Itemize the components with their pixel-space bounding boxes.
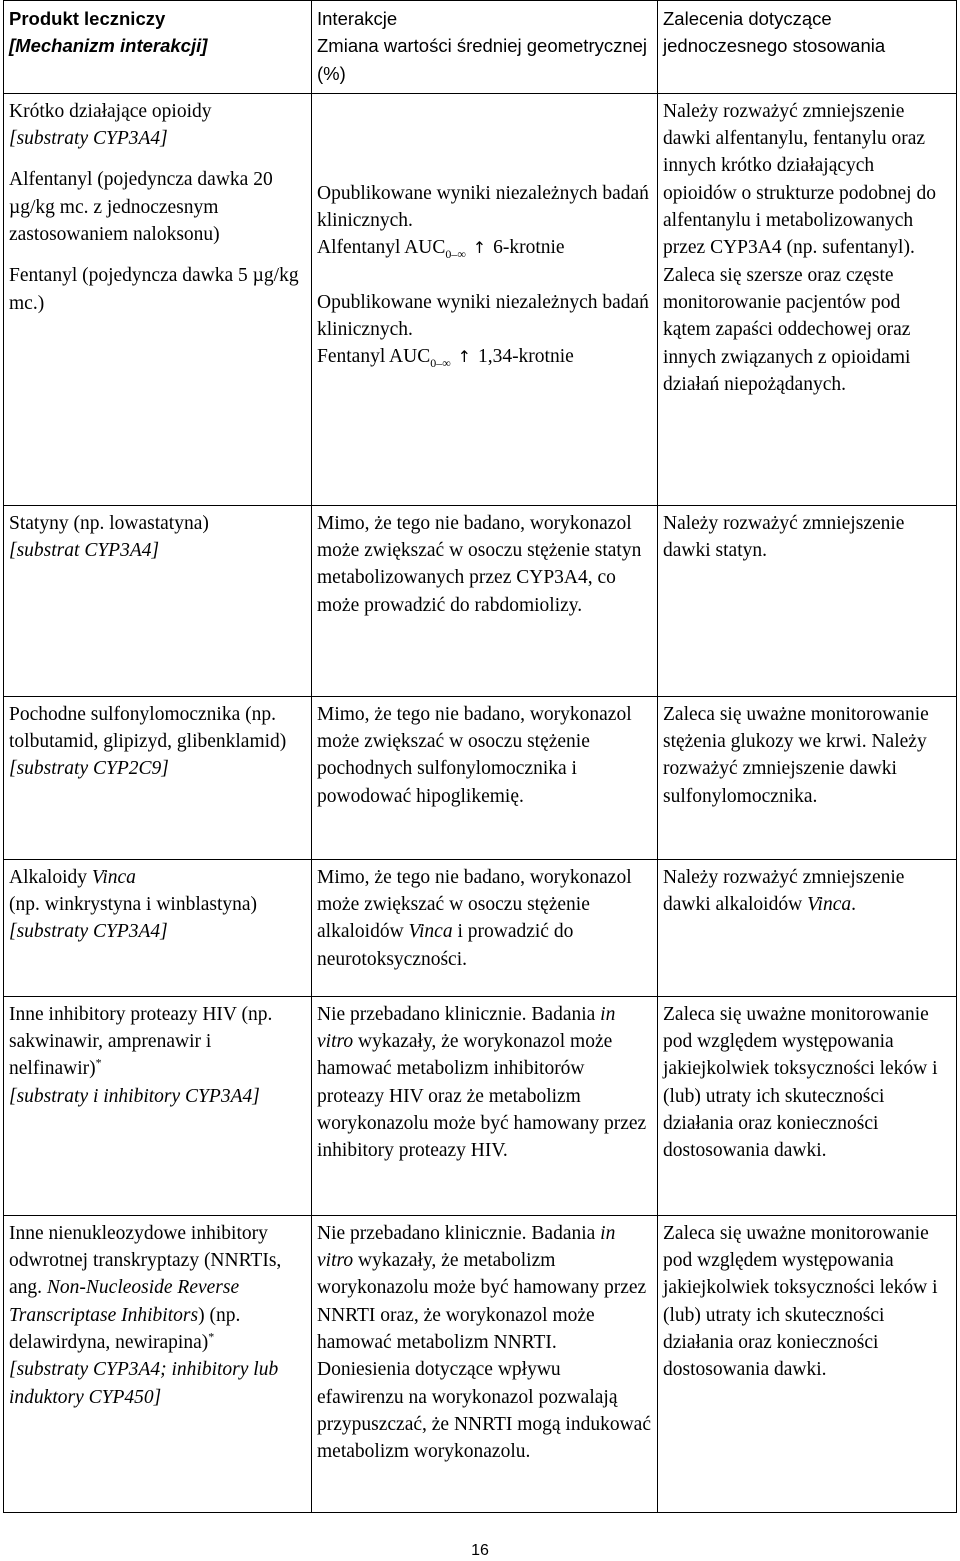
vinca-title-a: Alkaloidy	[9, 866, 92, 888]
row-vinca	[4, 859, 957, 996]
vinca-int-italic: Vinca	[408, 921, 453, 943]
header-mechanism: [Mechanizm interakcji]	[9, 35, 208, 57]
statins-product	[4, 505, 312, 696]
header-product-title: Produkt leczniczy	[9, 8, 166, 29]
opioids-title: Krótko działające opioidy	[9, 100, 212, 122]
nnrti-int-a: Nie przebadano klinicznie. Badania	[317, 1222, 601, 1244]
vinca-product	[4, 859, 312, 996]
opioids-alfentanyl: Alfentanyl (pojedyncza dawka 20 µg/kg mc. z jednoczesnym zastosowaniem naloksonu)	[9, 169, 273, 246]
sulf-recommendation	[658, 696, 957, 859]
statins-interaction-text: Mimo, że tego nie badano, worykonazol może zwiększać w osoczu stężenie statyn metabolizowanych przez CYP3A4, co może prowadzić do rabdomiolizy.	[317, 512, 642, 616]
header-product	[4, 1, 312, 94]
alfentanyl-auc-value: 6-krotnie	[493, 237, 565, 259]
opioids-interaction	[312, 93, 658, 505]
sulf-product	[4, 696, 312, 859]
header-interactions-subtitle: Zmiana wartości średniej geometrycznej (%)	[317, 35, 648, 84]
header-interactions	[312, 1, 658, 94]
row-sulfonylureas	[4, 696, 957, 859]
hiv-title-text: Inne inhibitory proteazy HIV (np. sakwinawir, amprenawir i nelfinawir)	[9, 1003, 273, 1080]
vinca-title	[9, 864, 306, 891]
hiv-mechanism: [substraty i inhibitory CYP3A4]	[9, 1085, 260, 1107]
nnrti-asterisk: *	[208, 1329, 215, 1344]
header-interactions-title: Interakcje	[317, 8, 398, 29]
auc-subscript: 0–∞	[430, 356, 451, 371]
row-hiv	[4, 996, 957, 1215]
vinca-rec-a: Należy rozważyć zmniejszenie dawki alkaloidów	[663, 866, 905, 916]
nnrti-title-a: Inne nienukleozydowe inhibitory odwrotnej transkryptazy (NNRTIs, ang.	[9, 1222, 282, 1299]
page-number: 16	[471, 1542, 489, 1559]
opioids-recommendation	[658, 93, 957, 505]
fentanyl-auc-label: Fentanyl AUC	[317, 346, 431, 368]
auc-subscript: 0–∞	[445, 247, 466, 262]
nnrti-title-b: ) (np. delawirdyna, newirapina)	[9, 1304, 241, 1354]
row-nnrti	[4, 1215, 957, 1512]
sulf-interaction	[312, 696, 658, 859]
hiv-product	[4, 996, 312, 1215]
hiv-interaction-text	[317, 1001, 652, 1165]
statins-title: Statyny (np. lowastatyna)	[9, 512, 209, 534]
vinca-interaction-text	[317, 864, 652, 973]
nnrti-product	[4, 1215, 312, 1512]
nnrti-recommendation	[658, 1215, 957, 1512]
nnrti-mechanism: [substraty CYP3A4; inhibitory lub induktory CYP450]	[9, 1359, 279, 1408]
vinca-int-b: i prowadzić do neurotoksyczności.	[317, 921, 574, 970]
hiv-recommendation-text: Zaleca się uważne monitorowanie pod względem występowania jakiejkolwiek toksyczności leków i (lub) utraty ich skuteczności działania oraz konieczności dostosowania dawki.	[663, 1003, 938, 1162]
nnrti-interaction-text	[317, 1220, 652, 1466]
nnrti-interaction	[312, 1215, 658, 1512]
vinca-recommendation-text	[663, 864, 951, 919]
vinca-rec-b: .	[851, 894, 856, 916]
header-row	[4, 1, 957, 94]
vinca-rec-italic: Vinca	[807, 894, 852, 916]
vinca-interaction	[312, 859, 658, 996]
vinca-recommendation	[658, 859, 957, 996]
hiv-int-a: Nie przebadano klinicznie. Badania	[317, 1003, 601, 1025]
alfentanyl-auc-line	[317, 234, 652, 261]
alfentanyl-auc-label: Alfentanyl AUC	[317, 237, 446, 259]
sulf-recommendation-text: Zaleca się uważne monitorowanie stężenia glukozy we krwi. Należy rozważyć zmniejszenie dawki sulfonylomocznika.	[663, 703, 929, 807]
nnrti-english: Non-Nucleoside Reverse Transcriptase Inhibitors	[9, 1277, 240, 1326]
row-opioids	[4, 93, 957, 505]
hiv-interaction	[312, 996, 658, 1215]
vinca-examples: (np. winkrystyna i winblastyna)	[9, 894, 258, 916]
opioids-mechanism: [substraty CYP3A4]	[9, 128, 168, 150]
sulf-interaction-text: Mimo, że tego nie badano, worykonazol może zwiększać w osoczu stężenie pochodnych sulfonylomocznika i powodować hipoglikemię.	[317, 703, 632, 807]
opioids-fentanyl: Fentanyl (pojedyncza dawka 5 µg/kg mc.)	[9, 265, 299, 314]
statins-recommendation-text: Należy rozważyć zmniejszenie dawki statyn.	[663, 512, 905, 562]
nnrti-int-b: wykazały, że metabolizm worykonazolu może być hamowany przez NNRTI oraz, że worykonazol może hamować metabolizm NNRTI. Doniesienia dotyczące wpływu efawirenzu na worykonazol pozwalają przypuszczać, że NNRTI mogą indukować metabolizm worykonazolu.	[317, 1250, 651, 1463]
fentanyl-study-text: Opublikowane wyniki niezależnych badań klinicznych.	[317, 291, 649, 341]
interactions-table	[3, 0, 957, 1513]
opioids-product	[4, 93, 312, 505]
statins-recommendation	[658, 505, 957, 696]
header-recommendations-title: Zalecenia dotyczące jednoczesnego stosowania	[663, 8, 886, 57]
up-arrow-icon: ↑	[472, 238, 487, 258]
hiv-int-b: wykazały, że worykonazol może hamować metabolizm inhibitorów proteazy HIV oraz że metabolizm worykonazolu może być hamowany przez inhibitory proteazy HIV.	[317, 1031, 647, 1162]
sulf-title: Pochodne sulfonylomocznika (np. tolbutamid, glipizyd, glibenklamid)	[9, 703, 287, 753]
vinca-title-italic: Vinca	[91, 866, 136, 888]
alfentanyl-study-text: Opublikowane wyniki niezależnych badań klinicznych.	[317, 182, 649, 232]
nnrti-title	[9, 1220, 306, 1356]
hiv-recommendation	[658, 996, 957, 1215]
statins-interaction	[312, 505, 658, 696]
vinca-int-a: Mimo, że tego nie badano, worykonazol może zwiększać w osoczu stężenie alkaloidów	[317, 866, 632, 943]
fentanyl-auc-line	[317, 343, 652, 370]
hiv-title	[9, 1001, 306, 1083]
row-statins	[4, 505, 957, 696]
statins-mechanism: [substrat CYP3A4]	[9, 540, 160, 562]
vinca-mechanism: [substraty CYP3A4]	[9, 921, 168, 943]
up-arrow-icon: ↑	[457, 347, 472, 367]
hiv-int-invitro: in vitro	[317, 1003, 616, 1053]
header-recommendations	[658, 1, 957, 94]
nnrti-recommendation-text: Zaleca się uważne monitorowanie pod względem występowania jakiejkolwiek toksyczności leków i (lub) utraty ich skuteczności działania oraz konieczności dostosowania dawki.	[663, 1222, 938, 1381]
nnrti-int-invitro: in vitro	[317, 1222, 616, 1272]
opioids-recommendation-text: Należy rozważyć zmniejszenie dawki alfentanylu, fentanylu oraz innych krótko działających opioidów o strukturze podobnej do alfentanylu i metabolizowanych przez CYP3A4 (np. sufentanyl). Zaleca się szersze oraz częste monitorowanie pacjentów pod kątem zapaści oddechowej oraz innych związanych z opioidami działań niepożądanych.	[663, 100, 936, 395]
hiv-asterisk: *	[95, 1055, 102, 1070]
sulf-mechanism: [substraty CYP2C9]	[9, 758, 169, 780]
fentanyl-auc-value: 1,34-krotnie	[477, 346, 574, 368]
